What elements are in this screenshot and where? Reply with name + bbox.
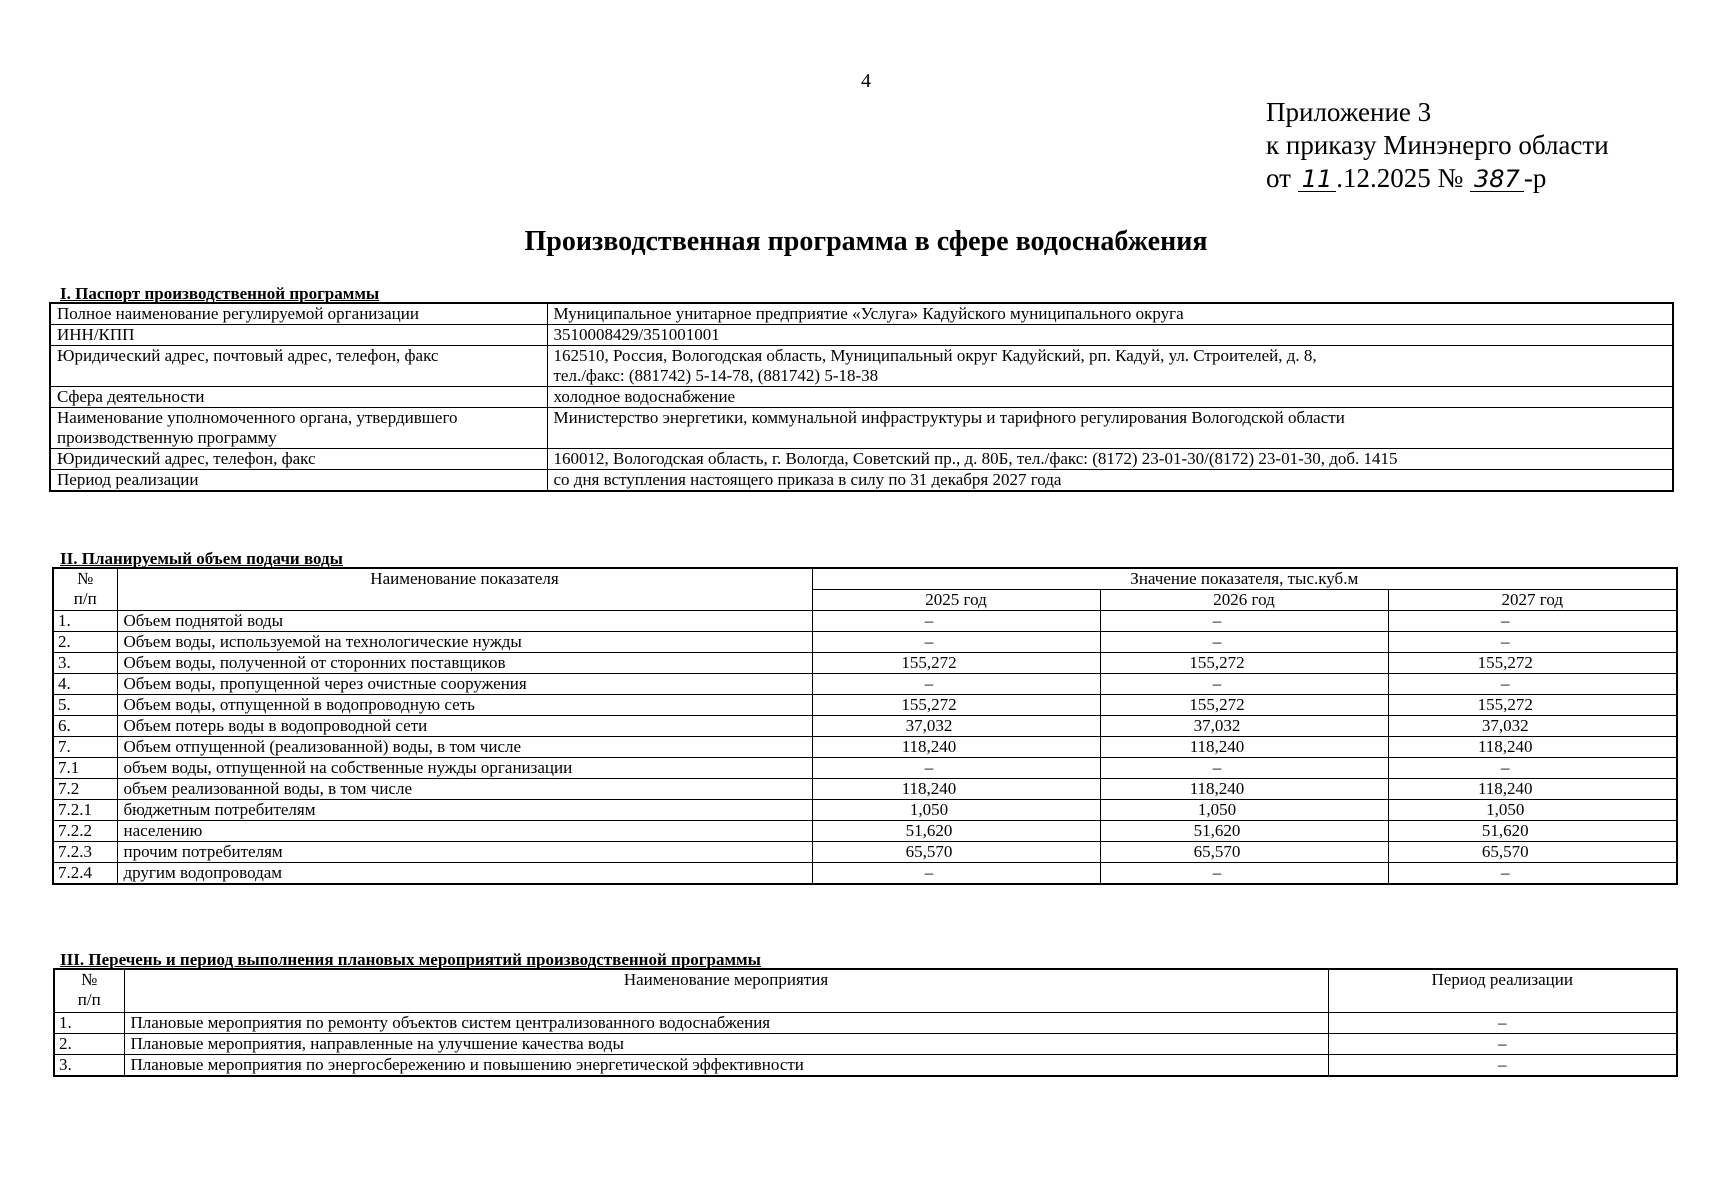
- volume-year-2027: 2027 год: [1388, 590, 1677, 611]
- table-row: [54, 1034, 1677, 1055]
- row-number: 7.1: [53, 758, 117, 779]
- indicator-value: 118,240: [1100, 737, 1388, 758]
- table-row: [54, 1013, 1677, 1034]
- volume-col-name: Наименование показателя: [117, 568, 812, 611]
- section-passport-heading: I. Паспорт производственной программы: [60, 284, 380, 303]
- indicator-name: Объем воды, пропущенной через очистные сооружения: [117, 674, 812, 695]
- table-row: [53, 611, 1677, 632]
- indicator-name: другим водопроводам: [117, 863, 812, 885]
- row-number: 7.2.2: [53, 821, 117, 842]
- table-row: [53, 695, 1677, 716]
- table-row: [53, 821, 1677, 842]
- indicator-value: 51,620: [812, 821, 1100, 842]
- indicator-value: –: [812, 674, 1100, 695]
- table-row: [50, 470, 1673, 492]
- row-number: 1.: [53, 611, 117, 632]
- order-number-handwritten: 387: [1470, 167, 1524, 192]
- table-row: [53, 674, 1677, 695]
- indicator-name: Объем воды, используемой на технологические нужды: [117, 632, 812, 653]
- passport-label: Сфера деятельности: [50, 387, 547, 408]
- table-row: [50, 325, 1673, 346]
- table-row: [53, 779, 1677, 800]
- row-number: 2.: [53, 632, 117, 653]
- indicator-value: 65,570: [1100, 842, 1388, 863]
- indicator-value: 118,240: [1388, 779, 1677, 800]
- indicator-name: Объем воды, отпущенной в водопроводную сеть: [117, 695, 812, 716]
- appendix-title: Приложение 3: [1266, 97, 1432, 127]
- indicator-value: 155,272: [1388, 695, 1677, 716]
- indicator-name: бюджетным потребителям: [117, 800, 812, 821]
- indicator-value: 118,240: [1100, 779, 1388, 800]
- row-number: 1.: [54, 1013, 124, 1034]
- indicator-value: –: [1100, 611, 1388, 632]
- indicator-value: 65,570: [1388, 842, 1677, 863]
- measures-col-name: Наименование мероприятия: [124, 969, 1328, 1013]
- table-row: [54, 1055, 1677, 1077]
- measure-period: –: [1328, 1034, 1677, 1055]
- passport-label: ИНН/КПП: [50, 325, 547, 346]
- table-row: [50, 408, 1673, 449]
- measure-period: –: [1328, 1013, 1677, 1034]
- indicator-value: 51,620: [1100, 821, 1388, 842]
- passport-label: Полное наименование регулируемой организации: [50, 303, 547, 325]
- indicator-value: 155,272: [812, 695, 1100, 716]
- indicator-value: –: [812, 632, 1100, 653]
- indicator-value: 37,032: [1388, 716, 1677, 737]
- section-measures-heading: III. Перечень и период выполнения плановых мероприятий производственной программы: [60, 950, 761, 969]
- date-prefix: от: [1266, 163, 1291, 193]
- date-day-handwritten: 11: [1298, 167, 1337, 192]
- table-row: [53, 632, 1677, 653]
- indicator-value: 1,050: [1388, 800, 1677, 821]
- row-number: 4.: [53, 674, 117, 695]
- table-row: [53, 863, 1677, 885]
- volume-year-2026: 2026 год: [1100, 590, 1388, 611]
- indicator-value: –: [1388, 863, 1677, 885]
- section-volume-heading: II. Планируемый объем подачи воды: [60, 549, 343, 568]
- indicator-value: 155,272: [1388, 653, 1677, 674]
- row-number: 5.: [53, 695, 117, 716]
- row-number: 2.: [54, 1034, 124, 1055]
- volume-year-2025: 2025 год: [812, 590, 1100, 611]
- table-row: [53, 716, 1677, 737]
- indicator-value: –: [1388, 632, 1677, 653]
- passport-value: 162510, Россия, Вологодская область, Муниципальный округ Кадуйский, рп. Кадуй, ул. Строителей, д. 8, тел./факс: (881742) 5-14-78, (881742) 5-18-38: [547, 346, 1673, 387]
- row-number: 3.: [53, 653, 117, 674]
- row-number: 3.: [54, 1055, 124, 1077]
- row-number: 7.2.3: [53, 842, 117, 863]
- table-row: [53, 800, 1677, 821]
- measure-name: Плановые мероприятия по ремонту объектов систем централизованного водоснабжения: [124, 1013, 1328, 1034]
- passport-label: Период реализации: [50, 470, 547, 492]
- indicator-name: Объем потерь воды в водопроводной сети: [117, 716, 812, 737]
- indicator-value: –: [812, 863, 1100, 885]
- document-title: Производственная программа в сфере водоснабжения: [524, 226, 1208, 257]
- passport-value: Муниципальное унитарное предприятие «Услуга» Кадуйского муниципального округа: [547, 303, 1673, 325]
- table-row: [50, 449, 1673, 470]
- indicator-value: –: [1100, 863, 1388, 885]
- table-row: [53, 842, 1677, 863]
- row-number: 7.2.4: [53, 863, 117, 885]
- indicator-value: 118,240: [1388, 737, 1677, 758]
- indicator-value: 1,050: [1100, 800, 1388, 821]
- indicator-name: прочим потребителям: [117, 842, 812, 863]
- indicator-value: –: [1388, 611, 1677, 632]
- table-row: [53, 737, 1677, 758]
- indicator-value: 155,272: [1100, 695, 1388, 716]
- indicator-value: –: [1100, 674, 1388, 695]
- date-rest: .12.2025 №: [1336, 163, 1464, 193]
- indicator-value: 37,032: [1100, 716, 1388, 737]
- passport-table: [49, 302, 1674, 492]
- indicator-name: Объем поднятой воды: [117, 611, 812, 632]
- indicator-name: Объем отпущенной (реализованной) воды, в том числе: [117, 737, 812, 758]
- indicator-name: объем воды, отпущенной на собственные нужды организации: [117, 758, 812, 779]
- indicator-value: 37,032: [812, 716, 1100, 737]
- indicator-value: 118,240: [812, 779, 1100, 800]
- volume-table: [52, 567, 1678, 885]
- table-row: [50, 303, 1673, 325]
- indicator-name: Объем воды, полученной от сторонних поставщиков: [117, 653, 812, 674]
- passport-label: Юридический адрес, телефон, факс: [50, 449, 547, 470]
- measures-col-period: Период реализации: [1328, 969, 1677, 1013]
- indicator-name: объем реализованной воды, в том числе: [117, 779, 812, 800]
- passport-value: холодное водоснабжение: [547, 387, 1673, 408]
- measures-table: [53, 968, 1678, 1077]
- passport-value: 3510008429/351001001: [547, 325, 1673, 346]
- table-row: [50, 387, 1673, 408]
- table-row: [50, 346, 1673, 387]
- measure-name: Плановые мероприятия, направленные на улучшение качества воды: [124, 1034, 1328, 1055]
- indicator-value: 65,570: [812, 842, 1100, 863]
- indicator-value: –: [1388, 758, 1677, 779]
- passport-label: Юридический адрес, почтовый адрес, телефон, факс: [50, 346, 547, 387]
- row-number: 7.2: [53, 779, 117, 800]
- row-number: 7.: [53, 737, 117, 758]
- indicator-name: населению: [117, 821, 812, 842]
- appendix-block: [1266, 96, 1609, 195]
- indicator-value: –: [812, 758, 1100, 779]
- volume-col-no: № п/п: [53, 568, 117, 611]
- indicator-value: –: [812, 611, 1100, 632]
- table-row: [53, 758, 1677, 779]
- appendix-date-line: [1266, 162, 1609, 195]
- passport-label: Наименование уполномоченного органа, утвердившего производственную программу: [50, 408, 547, 449]
- passport-value: Министерство энергетики, коммунальной инфраструктуры и тарифного регулирования Вологодской области: [547, 408, 1673, 449]
- indicator-value: 155,272: [812, 653, 1100, 674]
- indicator-value: 1,050: [812, 800, 1100, 821]
- indicator-value: –: [1100, 758, 1388, 779]
- row-number: 6.: [53, 716, 117, 737]
- passport-value: 160012, Вологодская область, г. Вологда, Советский пр., д. 80Б, тел./факс: (8172) 23-01-30/(8172) 23-01-30, доб. 1415: [547, 449, 1673, 470]
- indicator-value: –: [1388, 674, 1677, 695]
- indicator-value: 51,620: [1388, 821, 1677, 842]
- measure-name: Плановые мероприятия по энергосбережению и повышению энергетической эффективности: [124, 1055, 1328, 1077]
- volume-col-value: Значение показателя, тыс.куб.м: [812, 568, 1677, 590]
- order-suffix: -р: [1523, 163, 1547, 193]
- row-number: 7.2.1: [53, 800, 117, 821]
- table-row: [53, 653, 1677, 674]
- measures-col-no: № п/п: [54, 969, 124, 1013]
- page-number: 4: [861, 70, 871, 92]
- measure-period: –: [1328, 1055, 1677, 1077]
- passport-value: со дня вступления настоящего приказа в силу по 31 декабря 2027 года: [547, 470, 1673, 492]
- indicator-value: –: [1100, 632, 1388, 653]
- indicator-value: 118,240: [812, 737, 1100, 758]
- appendix-order-ref: к приказу Минэнерго области: [1266, 130, 1609, 160]
- indicator-value: 155,272: [1100, 653, 1388, 674]
